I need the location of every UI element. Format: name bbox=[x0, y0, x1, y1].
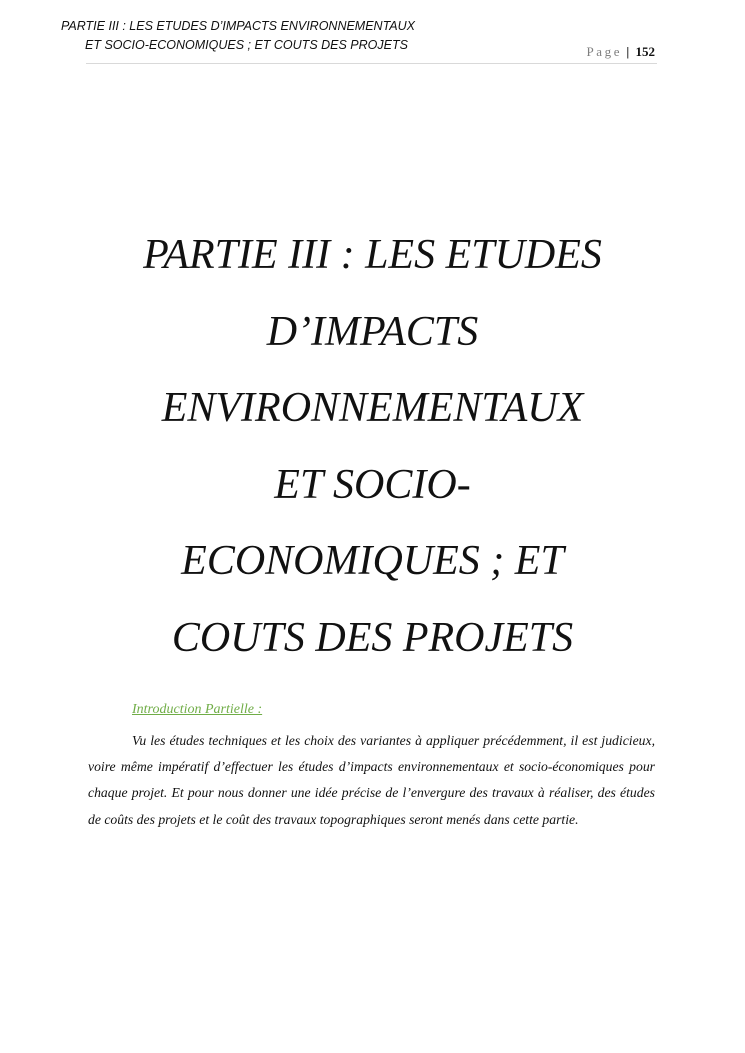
running-header-line-1: PARTIE III : LES ETUDES D’IMPACTS ENVIRONNEMENTAUX bbox=[61, 19, 415, 33]
part-title-line: ET SOCIO- bbox=[274, 461, 471, 508]
running-header bbox=[61, 17, 511, 55]
page-number-label bbox=[586, 44, 655, 60]
page-word: Page bbox=[586, 44, 623, 59]
page-number: 152 bbox=[635, 44, 655, 59]
running-header-line-2: ET SOCIO-ECONOMIQUES ; ET COUTS DES PROJETS bbox=[85, 38, 408, 52]
intro-heading: Introduction Partielle : bbox=[132, 702, 263, 717]
part-title bbox=[86, 217, 659, 677]
header-divider bbox=[86, 63, 657, 64]
part-title-line: PARTIE III : LES ETUDES bbox=[143, 232, 602, 278]
page-separator: | bbox=[626, 44, 630, 59]
intro-paragraph: Vu les études techniques et les choix des variantes à appliquer précédemment, il est judicieux, voire même impératif d’effectuer les études d’impacts environnementaux et socio-économiques pour chaque projet. Et pour nous donner une idée précise de l’envergure des travaux à réaliser, des études de coûts des projets et le coût des travaux topographiques seront menés dans cette partie. bbox=[88, 733, 655, 827]
part-title-line: ENVIRONNEMENTAUX bbox=[161, 385, 584, 432]
part-title-line: COUTS DES PROJETS bbox=[171, 614, 574, 661]
part-title-line: ECONOMIQUES ; ET bbox=[181, 538, 564, 585]
part-title-line: D’IMPACTS bbox=[266, 308, 479, 355]
